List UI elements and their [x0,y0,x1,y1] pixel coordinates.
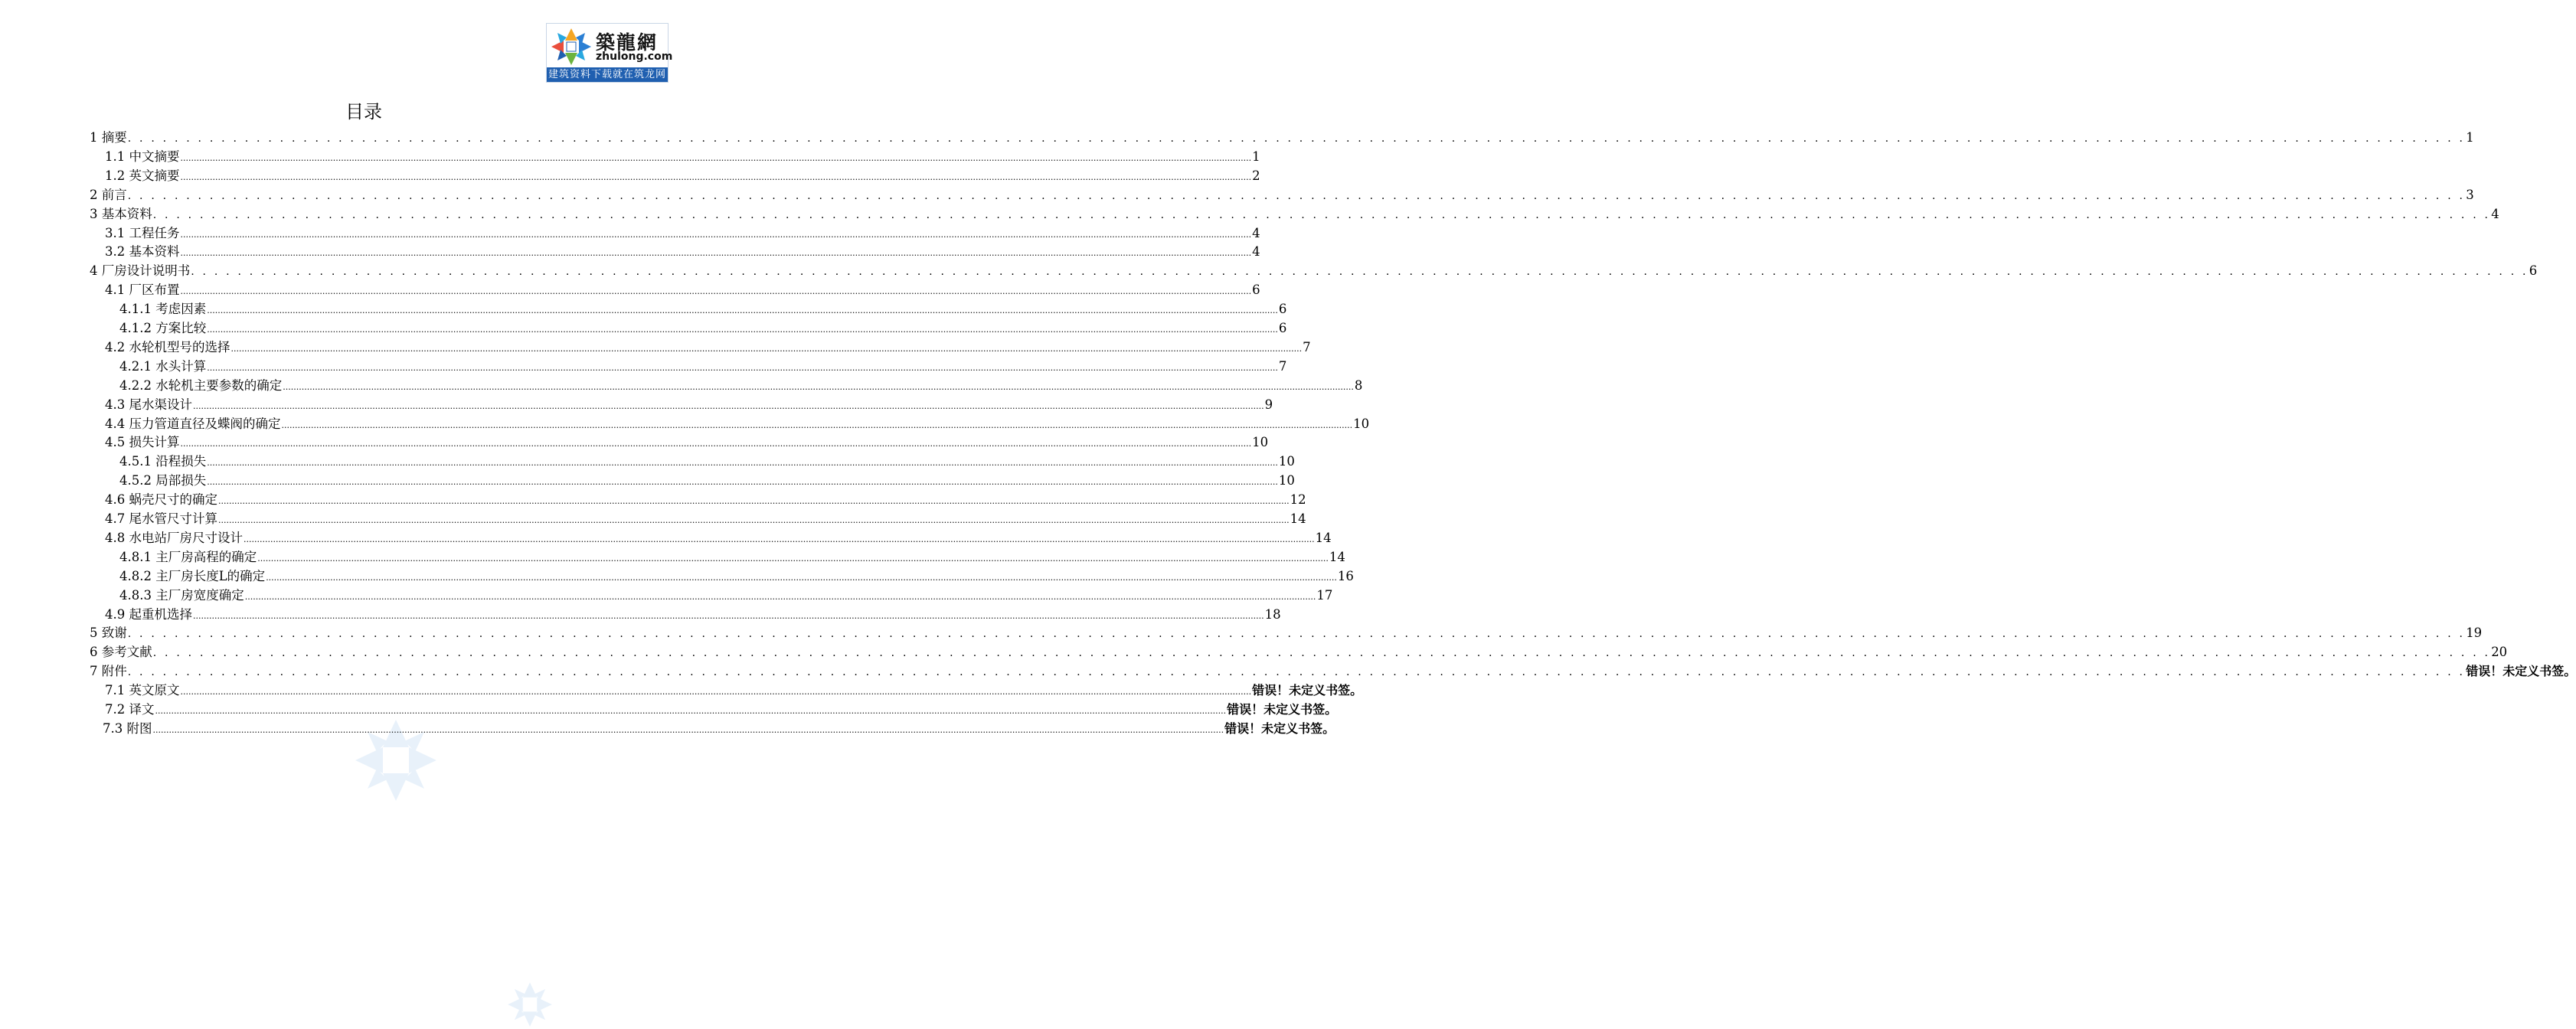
toc-dot-leader: ................................................................................................................................................................................................................................................................................................................................................................................................................ [218,496,1290,506]
toc-dot-leader: ................................................................................................................................................................................................................................................................................................................................................................................................................ [155,706,1227,716]
toc-entry[interactable] [119,567,1354,586]
toc-entry-label: 4.8.1 主厂房高程的确定 [119,550,257,564]
watermark-flower-icon [505,982,554,1027]
toc-entry-page: 20 [2491,645,2508,659]
toc-entry-page: 3 [2466,188,2474,202]
toc-dot-leader: ................................................................................................................................................................................................................................................................................................................................................................................................................ [180,230,1252,240]
toc-entry[interactable] [105,395,1273,414]
toc-dot-leader: ................................................................................................................................................................................................................................................................................................................................................................................................................ [283,382,1354,392]
toc-entry-label: 4.9 起重机选择 [105,607,192,622]
toc-dot-leader: ................................................................................................................................................................................................................................................................................................................................................................................................................ [244,534,1315,544]
toc-entry-label: 4.1.1 考虑因素 [119,302,207,316]
toc-entry-page: 7 [1303,340,1311,354]
toc-entry-page: 1 [1252,149,1260,164]
toc-entry-label: 4.2.1 水头计算 [119,359,207,374]
toc-entry[interactable] [119,299,1287,318]
toc-entry-page: 4 [1252,244,1260,259]
toc-entry-label: 4 厂房设计说明书 [90,263,191,278]
toc-entry-label: 3.1 工程任务 [105,226,180,240]
toc-entry[interactable] [105,433,1269,452]
toc-entry[interactable] [119,376,1363,395]
toc-entry-page: 14 [1315,531,1332,545]
toc-entry-page: 错误！未定义书签。 [1252,683,1363,697]
toc-entry-label: 4.5.2 局部损失 [119,473,207,488]
toc-entry-label: 4.7 尾水管尺寸计算 [105,511,217,526]
toc-dot-leader: ................................................................................................................................................................................................................................................................................................................................................................................................................ [207,363,1278,373]
toc-entry-label: 7.3 附图 [103,721,152,736]
toc-entry-page: 14 [1329,550,1345,564]
toc-dot-leader: . . . . . . . . . . . . . . . . . . . . . . . . . . . . . . . . . . . . . . . . . . . . . . . . . . . . . . . . . . . . . . . . . . . . . . . . . . . . . . . . . . . . . . . . . . . . . . . . . . . . . . . . . . . . . . . . . . . . . . . . . . . . . . . . . . . . . . . . . . . . . . . . . . . . . . . . . . . . . . . . . . . . . . . . . . . . . . . . . . . . . . . . . . . . . . . . . . . . . . . . [127,132,2466,145]
toc-entry[interactable] [105,681,1363,700]
toc-dot-leader: ................................................................................................................................................................................................................................................................................................................................................................................................................ [230,344,1303,354]
toc-dot-leader: ................................................................................................................................................................................................................................................................................................................................................................................................................ [281,420,1353,430]
toc-entry-page: 10 [1278,473,1295,488]
toc-entry[interactable] [105,280,1260,299]
logo-slogan: 建筑资料下载就在筑龙网 [548,69,666,80]
toc-dot-leader: ................................................................................................................................................................................................................................................................................................................................................................................................................ [180,687,1252,697]
toc-entry-page: 19 [2466,626,2483,640]
toc-entry-label: 4.1.2 方案比较 [119,321,207,335]
toc-entry[interactable] [90,642,2508,662]
toc-entry-label: 4.2 水轮机型号的选择 [105,340,230,354]
toc-entry-page: 12 [1290,492,1306,507]
toc-entry-page: 4 [1252,226,1260,240]
toc-entry[interactable] [105,338,1311,357]
toc-entry-label: 4.8.3 主厂房宽度确定 [119,588,244,603]
toc-entry-label: 2 前言 [90,188,127,202]
toc-entry[interactable] [90,185,2474,204]
toc-dot-leader: ................................................................................................................................................................................................................................................................................................................................................................................................................ [207,477,1278,487]
toc-entry-label: 1.2 英文摘要 [105,168,180,183]
toc-entry-label: 1 摘要 [90,130,127,145]
toc-dot-leader: . . . . . . . . . . . . . . . . . . . . . . . . . . . . . . . . . . . . . . . . . . . . . . . . . . . . . . . . . . . . . . . . . . . . . . . . . . . . . . . . . . . . . . . . . . . . . . . . . . . . . . . . . . . . . . . . . . . . . . . . . . . . . . . . . . . . . . . . . . . . . . . . . . . . . . . . . . . . . . . . . . . . . . . . . . . . . . . . . . . . . . . . . . . . . . . . . . . . . . . . [127,628,2466,640]
toc-entry-label: 6 参考文献 [90,645,152,659]
toc-entry-page: 10 [1353,416,1370,431]
toc-dot-leader: ................................................................................................................................................................................................................................................................................................................................................................................................................ [180,286,1252,296]
toc-dot-leader: ................................................................................................................................................................................................................................................................................................................................................................................................................ [180,172,1252,182]
toc-dot-leader: ................................................................................................................................................................................................................................................................................................................................................................................................................ [180,439,1252,449]
toc-entry[interactable] [119,547,1345,567]
zhulong-logo [546,23,673,83]
toc-entry-page: 错误！未定义书签。 [1227,702,1338,717]
toc-entry-page: 2 [1252,168,1260,183]
toc-dot-leader: . . . . . . . . . . . . . . . . . . . . . . . . . . . . . . . . . . . . . . . . . . . . . . . . . . . . . . . . . . . . . . . . . . . . . . . . . . . . . . . . . . . . . . . . . . . . . . . . . . . . . . . . . . . . . . . . . . . . . . . . . . . . . . . . . . . . . . . . . . . . . . . . . . . . . . . . . . . . . . . . . . . . . . . . . . . . . . . . . . . . . . . . . . . . . . . . . . . . . . . . [191,266,2529,278]
toc-entry-label: 7.1 英文原文 [105,683,180,697]
toc-entry-page: 16 [1337,569,1354,583]
toc-title: 目录 [345,101,382,122]
toc-dot-leader: . . . . . . . . . . . . . . . . . . . . . . . . . . . . . . . . . . . . . . . . . . . . . . . . . . . . . . . . . . . . . . . . . . . . . . . . . . . . . . . . . . . . . . . . . . . . . . . . . . . . . . . . . . . . . . . . . . . . . . . . . . . . . . . . . . . . . . . . . . . . . . . . . . . . . . . . . . . . . . . . . . . . . . . . . . . . . . . . . . . . . . . . . . . . . . . . . . . . . . . . [127,666,2466,678]
toc-entry-label: 4.8 水电站厂房尺寸设计 [105,531,243,545]
toc-entry-label: 4.3 尾水渠设计 [105,397,192,412]
toc-entry-page: 6 [1278,321,1287,335]
toc-entry[interactable] [119,586,1333,605]
toc-dot-leader: ................................................................................................................................................................................................................................................................................................................................................................................................................ [193,401,1264,411]
toc-entry[interactable] [105,166,1260,185]
toc-entry[interactable] [90,204,2499,224]
toc-dot-leader: ................................................................................................................................................................................................................................................................................................................................................................................................................ [193,611,1264,621]
toc-entry-label: 7 附件 [90,664,127,678]
toc-entry-page: 6 [1278,302,1287,316]
toc-dot-leader: ................................................................................................................................................................................................................................................................................................................................................................................................................ [207,305,1278,315]
toc-entry-label: 4.5 损失计算 [105,435,180,449]
toc-entry[interactable] [90,128,2474,147]
toc-entry-page: 7 [1278,359,1287,374]
toc-entry[interactable] [105,242,1260,261]
toc-entry-page: 6 [1252,283,1260,297]
toc-dot-leader: ................................................................................................................................................................................................................................................................................................................................................................................................................ [180,248,1252,258]
toc-entry-label: 3.2 基本资料 [105,244,180,259]
toc-dot-leader: ................................................................................................................................................................................................................................................................................................................................................................................................................ [218,515,1290,525]
toc-dot-leader: . . . . . . . . . . . . . . . . . . . . . . . . . . . . . . . . . . . . . . . . . . . . . . . . . . . . . . . . . . . . . . . . . . . . . . . . . . . . . . . . . . . . . . . . . . . . . . . . . . . . . . . . . . . . . . . . . . . . . . . . . . . . . . . . . . . . . . . . . . . . . . . . . . . . . . . . . . . . . . . . . . . . . . . . . . . . . . . . . . . . . . . . . . . . . . . . . . . . . . . . [152,647,2491,659]
toc-entry-label: 4.8.2 主厂房长度L的确定 [119,569,266,583]
toc-entry-page: 6 [2529,263,2538,278]
toc-entry[interactable] [119,318,1287,338]
toc-entry[interactable] [105,147,1260,166]
toc-entry-page: 10 [1252,435,1269,449]
toc-dot-leader: . . . . . . . . . . . . . . . . . . . . . . . . . . . . . . . . . . . . . . . . . . . . . . . . . . . . . . . . . . . . . . . . . . . . . . . . . . . . . . . . . . . . . . . . . . . . . . . . . . . . . . . . . . . . . . . . . . . . . . . . . . . . . . . . . . . . . . . . . . . . . . . . . . . . . . . . . . . . . . . . . . . . . . . . . . . . . . . . . . . . . . . . . . . . . . . . . . . . . . . . [127,190,2466,202]
logo-domain: zhulong.com [596,51,673,63]
toc-dot-leader: ................................................................................................................................................................................................................................................................................................................................................................................................................ [180,153,1252,163]
toc-entry-page: 8 [1354,378,1363,393]
toc-entry-page: 14 [1290,511,1306,526]
toc-entry[interactable] [103,719,1335,738]
toc-dot-leader: ................................................................................................................................................................................................................................................................................................................................................................................................................ [257,554,1329,564]
toc-entry[interactable] [105,605,1281,624]
zhulong-flower-icon [550,27,593,67]
toc-entry-label: 5 致谢 [90,626,127,640]
toc-entry-label: 1.1 中文摘要 [105,149,180,164]
toc-entry-page: 1 [2466,130,2474,145]
toc-entry-label: 7.2 译文 [105,702,155,717]
toc-entry[interactable] [90,623,2483,642]
toc-entry[interactable] [105,490,1306,509]
toc-entry-page: 18 [1264,607,1281,622]
toc-entry[interactable] [119,452,1295,471]
toc-entry-label: 4.1 厂区布置 [105,283,180,297]
toc-dot-leader: ................................................................................................................................................................................................................................................................................................................................................................................................................ [244,592,1316,602]
toc-entry[interactable] [105,414,1370,433]
toc-dot-leader: ................................................................................................................................................................................................................................................................................................................................................................................................................ [266,573,1337,583]
logo-chinese-name: 築龍網 [596,31,659,54]
toc-dot-leader: . . . . . . . . . . . . . . . . . . . . . . . . . . . . . . . . . . . . . . . . . . . . . . . . . . . . . . . . . . . . . . . . . . . . . . . . . . . . . . . . . . . . . . . . . . . . . . . . . . . . . . . . . . . . . . . . . . . . . . . . . . . . . . . . . . . . . . . . . . . . . . . . . . . . . . . . . . . . . . . . . . . . . . . . . . . . . . . . . . . . . . . . . . . . . . . . . . . . . . . . [152,209,2491,221]
toc-entry-label: 4.6 蜗壳尺寸的确定 [105,492,217,507]
toc-dot-leader: ................................................................................................................................................................................................................................................................................................................................................................................................................ [207,325,1278,335]
toc-entry[interactable] [105,528,1332,547]
toc-entry-label: 4.4 压力管道直径及蝶阀的确定 [105,416,281,431]
toc-dot-leader: ................................................................................................................................................................................................................................................................................................................................................................................................................ [207,458,1278,468]
toc-entry[interactable] [119,357,1287,376]
toc-entry-label: 3 基本资料 [90,207,152,221]
toc-entry-page: 错误！未定义书签。 [2466,664,2576,678]
toc-entry-page: 10 [1278,454,1295,469]
toc-entry[interactable] [105,509,1306,528]
toc-entry[interactable] [90,662,2576,681]
toc-entry[interactable] [119,471,1295,490]
toc-entry-page: 4 [2491,207,2499,221]
toc-entry[interactable] [90,261,2538,280]
toc-entry-label: 4.2.2 水轮机主要参数的确定 [119,378,283,393]
toc-entry-label: 4.5.1 沿程损失 [119,454,207,469]
toc-entry-page: 错误！未定义书签。 [1224,721,1335,736]
toc-entry-page: 17 [1316,588,1333,603]
toc-dot-leader: ................................................................................................................................................................................................................................................................................................................................................................................................................ [152,725,1224,735]
toc-entry[interactable] [105,224,1260,243]
toc-entry-page: 9 [1264,397,1273,412]
toc-entry[interactable] [105,700,1338,719]
